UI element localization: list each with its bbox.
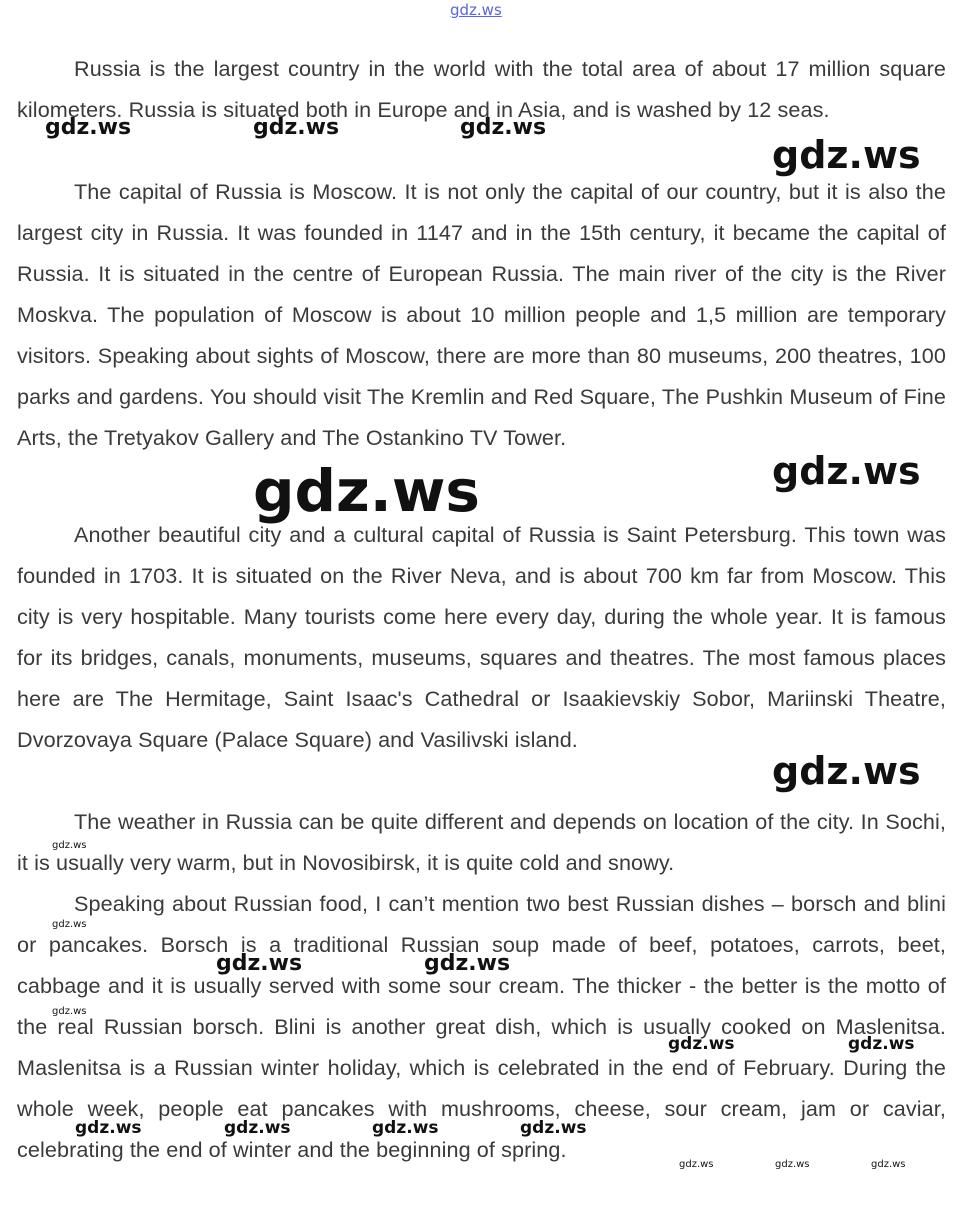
watermark: gdz.ws — [520, 1118, 587, 1138]
watermark: gdz.ws — [216, 951, 303, 976]
watermark: gdz.ws — [679, 1159, 714, 1170]
watermark: gdz.ws — [253, 457, 480, 525]
watermark: gdz.ws — [52, 1006, 87, 1017]
paragraph-saint-petersburg: Another beautiful city and a cultural capital of Russia is Saint Petersburg. This town was founded in 1703. It is situated on the River Neva, and is about 700 km far from Moscow. This city is very hospitable. Many tourists come here every day, during the whole year. It is famous for its bridges, canals, monuments, museums, squares and theatres. The most famous places here are The Hermitage, Saint Isaac's Cathedral or Isaakievskiy Sobor, Mariinski Theatre, Dvorzovaya Square (Palace Square) and Vasilivski island. — [17, 522, 946, 752]
watermark: gdz.ws — [772, 133, 921, 177]
watermark: gdz.ws — [75, 1118, 142, 1138]
paragraph-weather: The weather in Russia can be quite different and depends on location of the city. In Sochi, it is usually very warm, but in Novosibirsk, it is quite cold and snowy. — [17, 809, 946, 875]
watermark: gdz.ws — [52, 840, 87, 851]
paragraph-russia-intro: Russia is the largest country in the world with the total area of about 17 million square kilometers. Russia is situated both in Europe and in Asia, and is washed by 12 seas. — [17, 56, 946, 122]
watermark: gdz.ws — [253, 115, 340, 140]
watermark: gdz.ws — [424, 951, 511, 976]
watermark: gdz.ws — [772, 449, 921, 493]
watermark: gdz.ws — [45, 115, 132, 140]
top-watermark-link[interactable]: gdz.ws — [450, 1, 502, 19]
watermark: gdz.ws — [460, 115, 547, 140]
watermark: gdz.ws — [775, 1159, 810, 1170]
watermark: gdz.ws — [224, 1118, 291, 1138]
watermark: gdz.ws — [871, 1159, 906, 1170]
watermark: gdz.ws — [52, 919, 87, 930]
watermark: gdz.ws — [848, 1034, 915, 1054]
watermark: gdz.ws — [772, 749, 921, 793]
paragraph-russian-food: Speaking about Russian food, I can’t mention two best Russian dishes – borsch and blini or pancakes. Borsch is a traditional Russian soup made of beef, potatoes, carrots, beet, cabbage and it is usually served with some sour cream. The thicker - the better is the motto of the real Russian borsch. Blini is another great dish, which is usually cooked on Maslenitsa. Maslenitsa is a Russian winter holiday, which is celebrated in the end of February. During the whole week, people eat pancakes with mushrooms, cheese, sour cream, jam or caviar, celebrating the end of winter and the beginning of spring. — [17, 891, 946, 1162]
paragraph-moscow: The capital of Russia is Moscow. It is not only the capital of our country, but it is also the largest city in Russia. It was founded in 1147 and in the 15th century, it became the capital of Russia. It is situated in the centre of European Russia. The main river of the city is the River Moskva. The population of Moscow is about 10 million people and 1,5 million are temporary visitors. Speaking about sights of Moscow, there are more than 80 museums, 200 theatres, 100 parks and gardens. You should visit The Kremlin and Red Square, The Pushkin Museum of Fine Arts, the Tretyakov Gallery and The Ostankino TV Tower. — [17, 179, 946, 450]
watermark: gdz.ws — [668, 1034, 735, 1054]
watermark: gdz.ws — [372, 1118, 439, 1138]
